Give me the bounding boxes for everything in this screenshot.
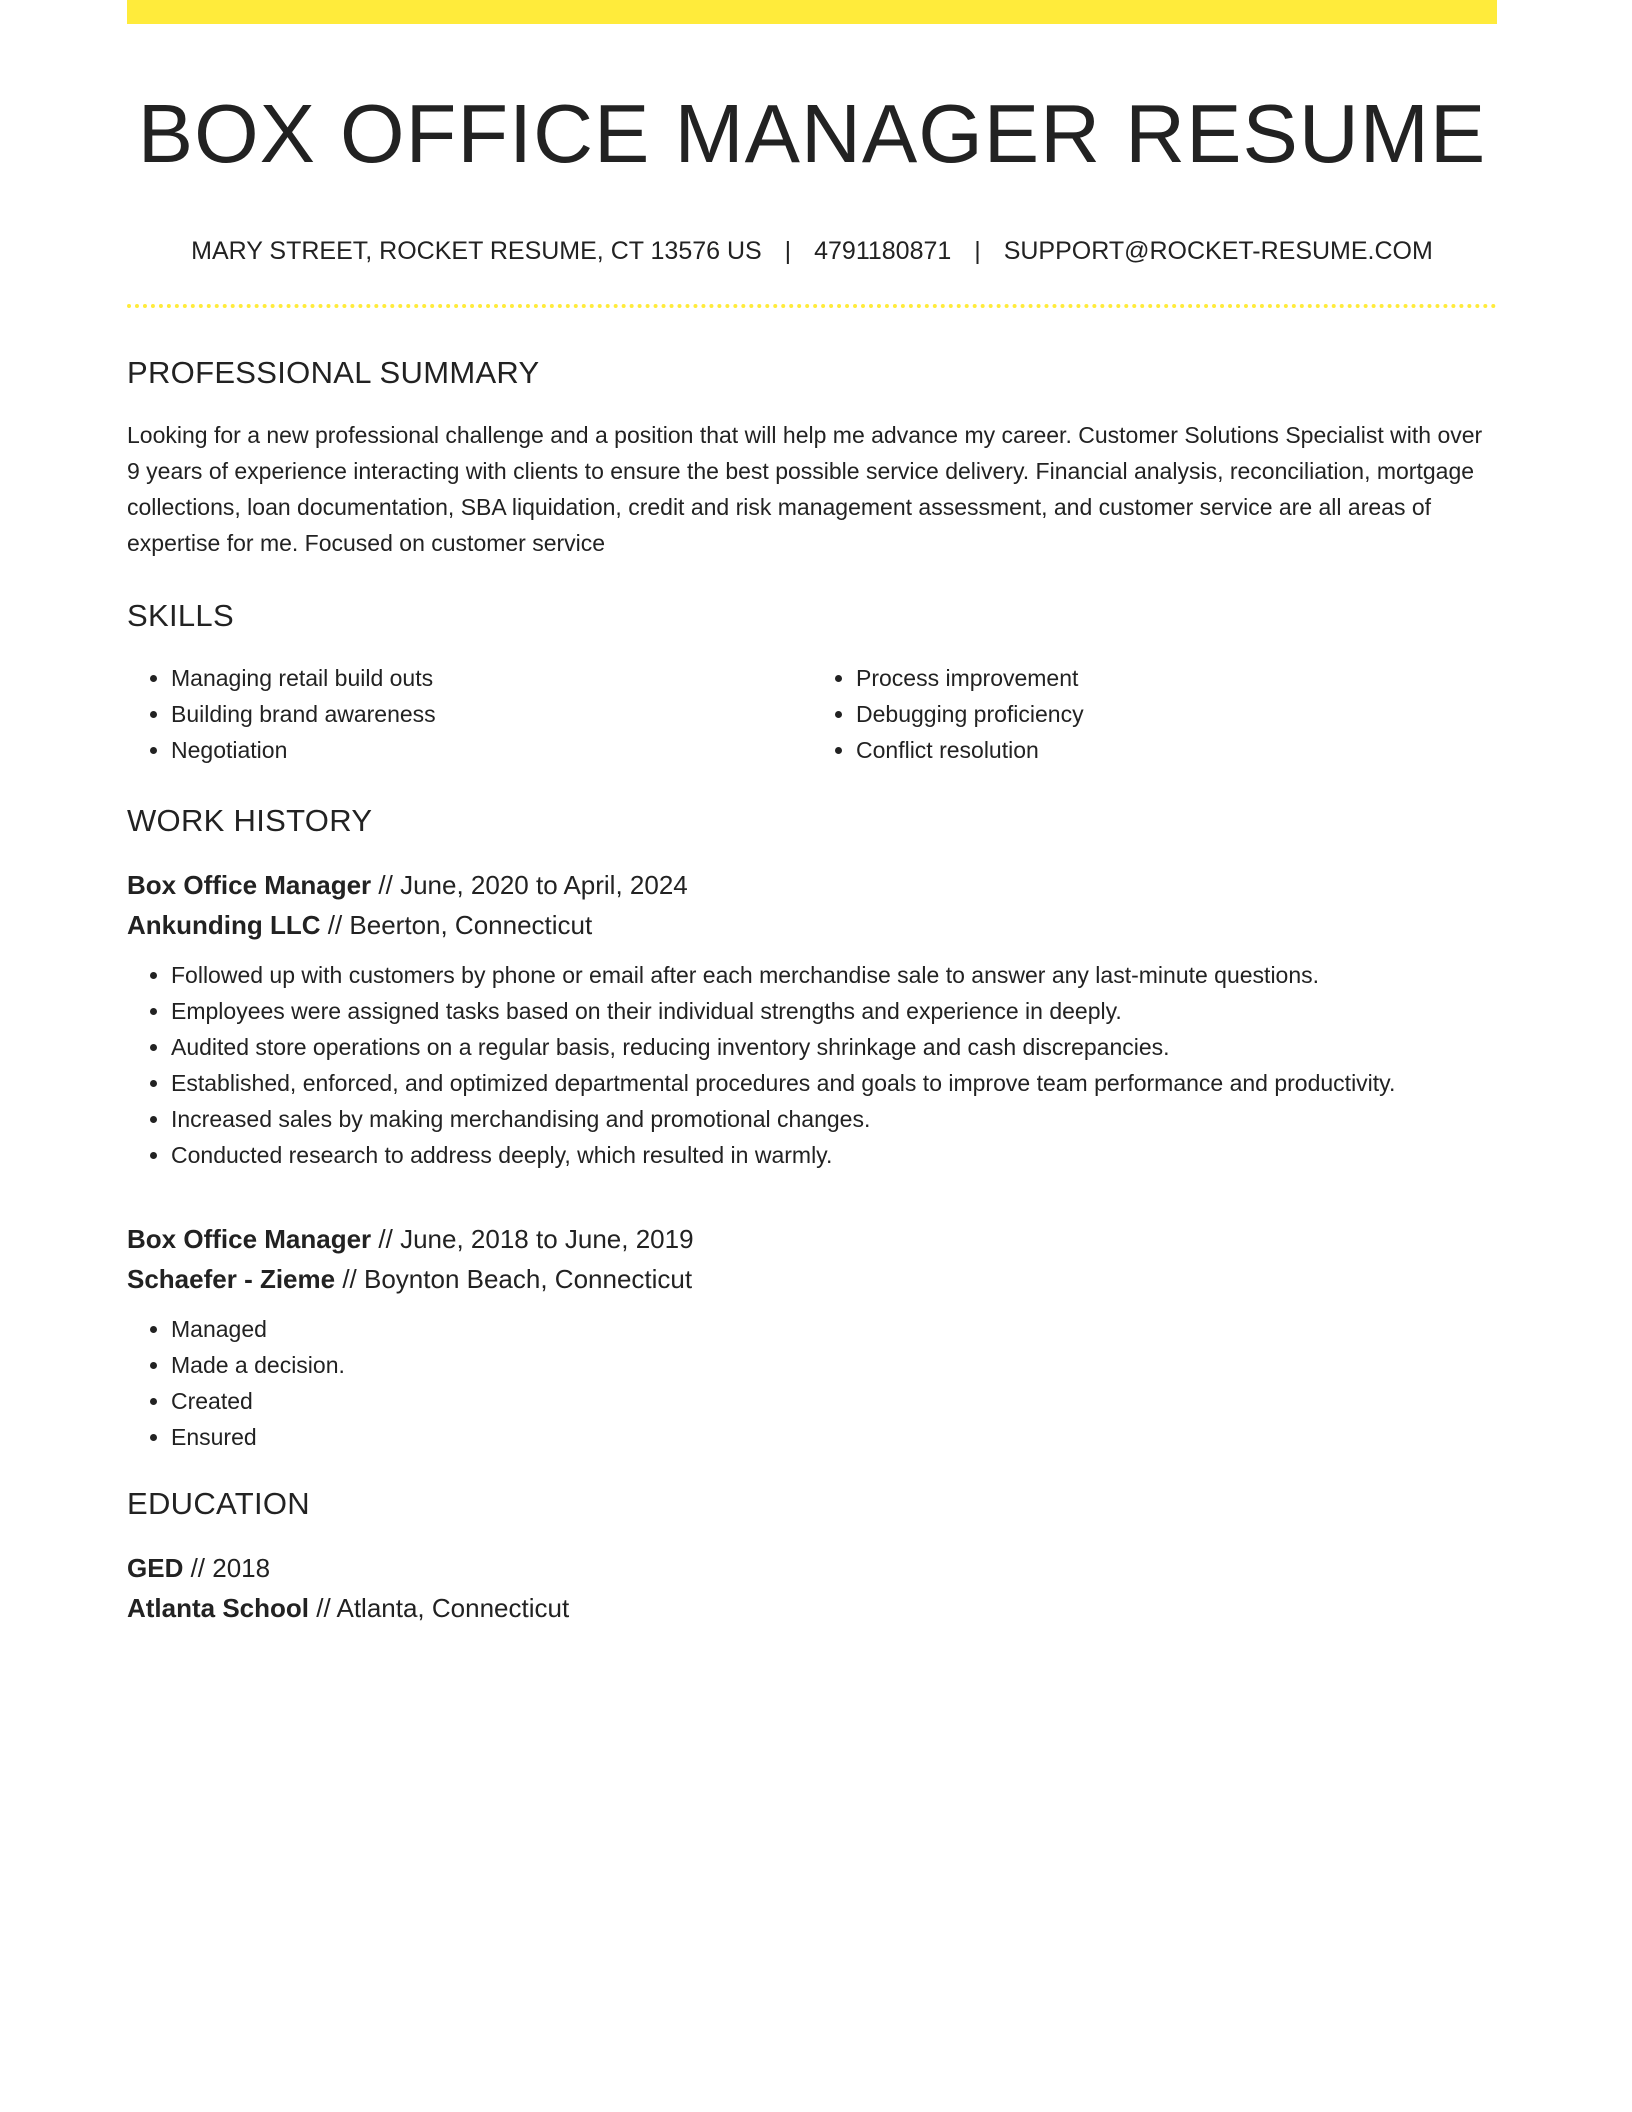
contact-separator: | [974,236,981,265]
education-location: Atlanta, Connecticut [336,1593,570,1624]
contact-phone: 4791180871 [814,236,952,265]
skill-item: • Process improvement [856,660,1497,696]
job-title: Box Office Manager [127,1224,372,1255]
skill-item: • Managing retail build outs [171,660,812,696]
skills-list-left [127,660,812,768]
resume-page [127,0,1497,1628]
job-bullet: • Managed [171,1311,1497,1347]
job-bullet: • Ensured [171,1419,1497,1455]
job-entry [127,865,1497,1173]
page-title: BOX OFFICE MANAGER RESUME [137,87,1487,180]
skill-item: • Debugging proficiency [856,696,1497,732]
field-separator: // [309,1593,337,1624]
job-company: Ankunding LLC [127,910,321,941]
skill-item: • Conflict resolution [856,732,1497,768]
skills-section [127,597,1497,768]
job-company-line [127,1259,1497,1299]
summary-heading: PROFESSIONAL SUMMARY [127,354,540,390]
education-school: Atlanta School [127,1593,310,1624]
education-degree-line [127,1548,1497,1588]
contact-email: SUPPORT@ROCKET-RESUME.COM [1003,236,1433,265]
job-bullet: • Conducted research to address deeply, which resulted in warmly. [171,1137,1497,1173]
job-bullet: • Followed up with customers by phone or email after each merchandise sale to answer any last-minute questions. [171,957,1497,993]
contact-address: MARY STREET, ROCKET RESUME, CT 13576 US [191,236,762,265]
contact-line [127,236,1497,266]
job-bullet: • Audited store operations on a regular basis, reducing inventory shrinkage and cash discrepancies. [171,1029,1497,1065]
job-company-line [127,905,1497,945]
field-separator: // [371,1224,401,1255]
skills-columns [127,660,1497,768]
work-history-heading: WORK HISTORY [127,802,373,838]
summary-section [127,354,1497,561]
work-history-section [127,802,1497,1455]
job-location: Boynton Beach, Connecticut [364,1264,693,1295]
job-bullet: • Increased sales by making merchandising and promotional changes. [171,1101,1497,1137]
education-entry [127,1548,1497,1628]
job-bullet: • Established, enforced, and optimized departmental procedures and goals to improve team performance and productivity. [171,1065,1497,1101]
job-entry [127,1219,1497,1455]
skill-item: • Building brand awareness [171,696,812,732]
job-dates: June, 2018 to June, 2019 [400,1224,694,1255]
field-separator: // [320,910,350,941]
field-separator: // [183,1553,213,1584]
skills-heading: SKILLS [127,597,234,633]
job-bullets [127,1311,1497,1455]
skill-item: • Negotiation [171,732,812,768]
job-title: Box Office Manager [127,870,372,901]
education-degree: GED [127,1553,184,1584]
job-company: Schaefer - Zieme [127,1264,336,1295]
job-bullets [127,957,1497,1173]
field-separator: // [371,870,401,901]
job-location: Beerton, Connecticut [349,910,593,941]
job-dates: June, 2020 to April, 2024 [400,870,688,901]
skills-list-right [812,660,1497,768]
education-section [127,1485,1497,1628]
job-bullet: • Made a decision. [171,1347,1497,1383]
top-accent-bar [127,0,1497,24]
summary-text: Looking for a new professional challenge and a position that will help me advance my career. Customer Solutions Specialist with over 9 years of experience interacting with clients to ensure the best possible service delivery. Financial analysis, reconciliation, mortgage collections, loan documentation, SBA liquidation, credit and risk management assessment, and customer service are all areas of expertise for me. Focused on customer service [127,421,1483,556]
dotted-divider [127,304,1497,308]
job-title-line [127,865,1497,905]
contact-separator: | [784,236,792,265]
education-school-line [127,1588,1497,1628]
job-bullet: • Created [171,1383,1497,1419]
education-year: 2018 [212,1553,271,1584]
education-heading: EDUCATION [127,1486,310,1522]
field-separator: // [335,1264,364,1295]
job-title-line [127,1219,1497,1259]
job-bullet: • Employees were assigned tasks based on their individual strengths and experience in deeply. [171,993,1497,1029]
